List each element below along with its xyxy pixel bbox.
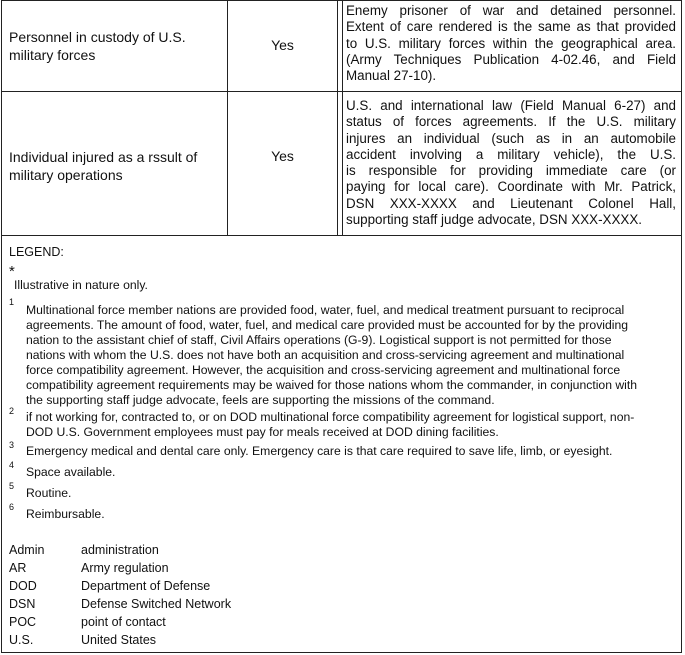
abbreviation-term: POC [9, 615, 37, 629]
note-text [26, 444, 679, 459]
note-line: the supporting staff judge advocate, feels are supporting the missions of the command. [26, 393, 495, 407]
eligible-cell [228, 92, 338, 235]
care-line: status of forces agreements. If the U.S. military [346, 114, 676, 130]
note-text [14, 278, 667, 293]
care-line: DSN XXX-XXXX and Lieutenant Colonel Hall, [346, 195, 676, 211]
abbreviation-meaning: United States [81, 633, 157, 647]
note-line: force compatibility agreement. However, the acquisition and cross-servicing agreement and multinational force [26, 363, 621, 377]
care-line: Enemy prisoner of war and detained personnel. [346, 3, 676, 18]
category-cell [2, 92, 228, 235]
note-text [26, 410, 679, 440]
table-row [2, 1, 681, 92]
abbreviation-term: DOD [9, 579, 37, 593]
note-text [26, 486, 679, 501]
care-text [346, 98, 676, 228]
care-line: to U.S. military forces within the geographical area. [346, 35, 676, 51]
care-line: accident involving a military vehicle), the U.S. [346, 146, 676, 162]
care-line: (Army Techniques Publication 4-02.46, and Field [346, 51, 676, 67]
category-line: Individual injured as a rssult of [9, 149, 198, 165]
note-line: Reimbursable. [26, 507, 105, 521]
care-line: Extent of care rendered is the same as that provided [346, 19, 676, 35]
note-text [26, 465, 679, 480]
category-cell [2, 1, 228, 91]
note-marker: 2 [9, 406, 15, 416]
category-line: Personnel in custody of U.S. [9, 29, 186, 45]
abbreviation-term: DSN [9, 597, 36, 611]
abbreviation-term: U.S. [9, 633, 34, 647]
note-line: nation to the assistant chief of staff, Civil Affairs operations (G-9). Logistical support is not permitted for those [26, 333, 612, 347]
category-text [9, 148, 197, 184]
note-line: DOD U.S. Government employees must pay for meals received at DOD dining facilities. [26, 425, 499, 439]
care-table-frame [1, 0, 682, 653]
abbreviation-meaning: administration [81, 543, 159, 557]
care-cell [343, 1, 681, 91]
note-line: agreements. The amount of food, water, fuel, and medical care provided must be accounted for by the providing [26, 318, 629, 332]
care-text [346, 3, 676, 84]
note-marker: 4 [9, 460, 15, 470]
legend-title: LEGEND: [9, 245, 64, 259]
note-text [26, 507, 679, 522]
note-marker: 3 [9, 440, 15, 450]
note-marker: * [9, 263, 15, 280]
abbreviation-term: Admin [9, 543, 45, 557]
note-line: Illustrative in nature only. [14, 278, 148, 292]
category-line: military operations [9, 167, 123, 183]
eligible-cell [228, 1, 338, 91]
care-line: supporting staff judge advocate, DSN XXX-XXXX. [346, 212, 642, 228]
care-line: Manual 27-10). [346, 68, 437, 84]
care-line: is responsible for providing immediate care (or [346, 163, 676, 179]
category-line: military forces [9, 47, 96, 63]
note-line: Emergency medical and dental care only. Emergency care is that care required to save life, limb, or eyesight. [26, 444, 613, 458]
note-line: if not working for, contracted to, or on DOD multinational force compatibility agreement for logistical support, non- [26, 410, 635, 424]
abbreviation-meaning: Department of Defense [81, 579, 211, 593]
table-row [2, 92, 681, 236]
abbreviation-term: AR [9, 561, 27, 575]
note-marker: 6 [9, 502, 15, 512]
eligible-value: Yes [271, 37, 294, 53]
abbreviation-meaning: Army regulation [81, 561, 169, 575]
care-cell [343, 92, 681, 235]
abbreviation-meaning: Defense Switched Network [81, 597, 232, 611]
note-line: nations with whom the U.S. does not have both an acquisition and cross-servicing agreement and multinational [26, 348, 625, 362]
note-line: Routine. [26, 486, 72, 500]
note-marker: 5 [9, 481, 15, 491]
abbreviation-meaning: point of contact [81, 615, 166, 629]
note-line: Multinational force member nations are provided food, water, fuel, and medical treatment pursuant to reciprocal [26, 303, 625, 317]
note-text [26, 303, 679, 408]
note-line: compatibility agreement requirements may be waived for those nations whom the commander, in conjunction with [26, 378, 638, 392]
category-text [9, 28, 186, 64]
note-marker: 1 [9, 297, 15, 307]
care-line: paying for local care). Coordinate with Mr. Patrick, [346, 179, 676, 195]
care-line: U.S. and international law (Field Manual 6-27) and [346, 98, 676, 113]
eligible-value: Yes [271, 148, 294, 164]
care-line: injures an individual (such as in an automobile [346, 130, 676, 146]
note-line: Space available. [26, 465, 116, 479]
